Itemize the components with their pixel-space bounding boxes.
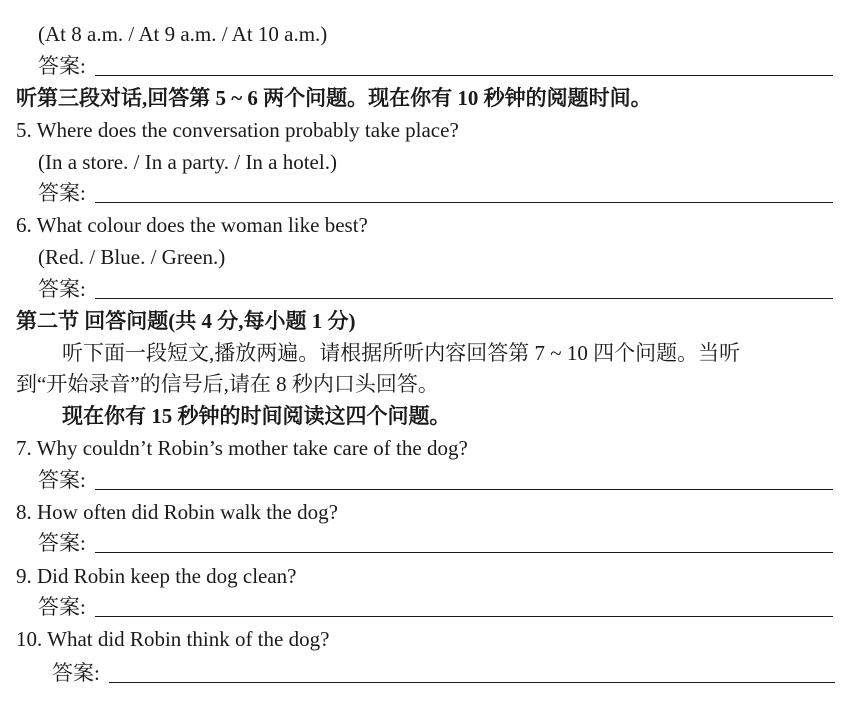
q10-question-row	[0, 623, 855, 655]
q4-answer-label: 答案:	[38, 54, 86, 78]
section2-instruction-line2: 到“开始录音”的信号后,请在 8 秒内口头回答。	[16, 372, 439, 396]
q6-answer-line[interactable]	[95, 298, 833, 299]
section2-instruction-row1	[0, 337, 855, 369]
q8-answer-line[interactable]	[95, 552, 833, 553]
q8-answer-row	[0, 527, 855, 559]
q5-question: 5. Where does the conversation probably take place?	[16, 118, 459, 142]
q4-options-row	[0, 18, 855, 50]
q7-question-row	[0, 432, 855, 464]
q9-answer-row	[0, 591, 855, 623]
q8-question-row	[0, 496, 855, 528]
q5-answer-row	[0, 177, 855, 209]
q6-question-row	[0, 209, 855, 241]
q6-question: 6. What colour does the woman like best?	[16, 213, 368, 237]
section1-part3-instruction: 听第三段对话,回答第 5 ~ 6 两个问题。现在你有 10 秒钟的阅题时间。	[16, 86, 652, 110]
section2-instruction-line1: 听下面一段短文,播放两遍。请根据所听内容回答第 7 ~ 10 四个问题。当听	[62, 341, 741, 365]
q4-answer-line[interactable]	[95, 75, 833, 76]
q10-question: 10. What did Robin think of the dog?	[16, 627, 330, 651]
section1-part3-instruction-row	[0, 82, 855, 114]
q7-question: 7. Why couldn’t Robin’s mother take care of the dog?	[16, 436, 468, 460]
q7-answer-row	[0, 464, 855, 496]
section2-reading-time-row	[0, 400, 855, 432]
q6-answer-row	[0, 273, 855, 305]
q5-answer-line[interactable]	[95, 202, 833, 203]
q9-answer-label: 答案:	[38, 595, 86, 619]
section2-instruction-row2	[0, 368, 855, 400]
q10-answer-label: 答案:	[52, 661, 100, 685]
q7-answer-label: 答案:	[38, 468, 86, 492]
q5-options: (In a store. / In a party. / In a hotel.)	[38, 150, 337, 174]
q6-options: (Red. / Blue. / Green.)	[38, 245, 226, 269]
q9-answer-line[interactable]	[95, 616, 833, 617]
q8-question: 8. How often did Robin walk the dog?	[16, 500, 338, 524]
q5-answer-label: 答案:	[38, 181, 86, 205]
q6-answer-label: 答案:	[38, 277, 86, 301]
q9-question-row	[0, 560, 855, 592]
section2-heading: 第二节 回答问题(共 4 分,每小题 1 分)	[16, 309, 356, 333]
q4-options: (At 8 a.m. / At 9 a.m. / At 10 a.m.)	[38, 22, 328, 46]
q5-question-row	[0, 114, 855, 146]
q8-answer-label: 答案:	[38, 531, 86, 555]
q9-question: 9. Did Robin keep the dog clean?	[16, 564, 297, 588]
q10-answer-row	[0, 657, 855, 689]
section2-reading-time: 现在你有 15 秒钟的时间阅读这四个问题。	[62, 404, 451, 428]
q5-options-row	[0, 146, 855, 178]
q6-options-row	[0, 241, 855, 273]
q10-answer-line[interactable]	[109, 682, 835, 683]
section2-heading-row	[0, 305, 855, 337]
q7-answer-line[interactable]	[95, 489, 833, 490]
q4-answer-row	[0, 50, 855, 82]
